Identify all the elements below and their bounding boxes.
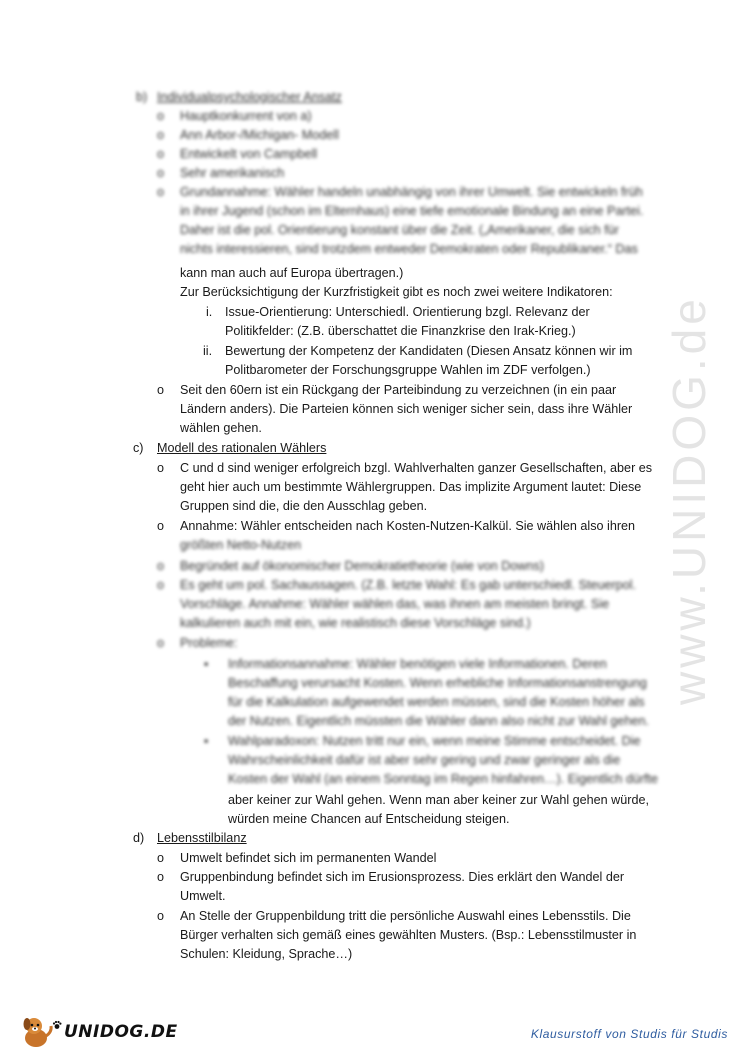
section-d-heading: Lebensstilbilanz: [157, 831, 247, 845]
paragraph-line: Begründet auf ökonomischer Demokratietheorie (wie von Downs): [180, 559, 544, 573]
paragraph-line: für die Kalkulation aufgewendet werden müssen, sind die Kosten höher als: [228, 695, 645, 709]
paragraph-line: würden meine Chancen auf Entscheidung steigen.: [228, 812, 510, 826]
bullet-marker: o: [157, 461, 165, 475]
paragraph-line: Wahrscheinlichkeit dafür ist aber sehr gering und zwar geringer als die: [228, 753, 621, 767]
dog-mascot-icon: [20, 1014, 54, 1050]
paragraph-line: Probleme:: [180, 636, 238, 650]
bullet-marker: o: [157, 166, 165, 180]
paragraph-line: der Nutzen. Eigentlich müssten die Wähler dann also nicht zur Wahl gehen.: [228, 714, 649, 728]
paragraph-line: geht hier auch um bestimmte Wählergruppen. Das implizite Argument lautet: Diese: [180, 480, 642, 494]
list-item: Sehr amerikanisch: [180, 166, 285, 180]
bullet-marker: o: [157, 851, 165, 865]
roman-marker: i.: [206, 305, 213, 319]
paragraph-line: Bewertung der Kompetenz der Kandidaten (Diesen Ansatz können wir im: [225, 344, 633, 358]
paragraph-line: kalkulieren auch mit ein, wie realistisch diese Vorschläge sind.): [180, 616, 531, 630]
bullet-marker: o: [157, 870, 165, 884]
logo-text: UNIDOG.DE: [64, 1022, 178, 1042]
list-item: Ann Arbor-/Michigan- Modell: [180, 128, 339, 142]
paragraph-line: Gruppenbindung befindet sich im Erusionsprozess. Dies erklärt den Wandel der: [180, 870, 625, 884]
paragraph-line: größten Netto-Nutzen: [180, 538, 302, 552]
paragraph-line: Grundannahme: Wähler handeln unabhängig von ihrer Umwelt. Sie entwickeln früh: [180, 185, 643, 199]
bullet-marker: o: [157, 559, 165, 573]
paragraph-line: Daher ist die pol. Orientierung konstant über die Zeit. („Amerikaner, die sich für: [180, 223, 619, 237]
paragraph-line: Bürger verhalten sich gemäß eines gewählten Musters. (Bsp.: Lebensstilmuster in: [180, 928, 637, 942]
paragraph-line: in ihrer Jugend (schon im Elternhaus) eine tiefe emotionale Bindung an eine Partei.: [180, 204, 644, 218]
paragraph-line: Kosten der Wahl (an einem Sonntag im Regen hinfahren…). Eigentlich dürfte: [228, 772, 659, 786]
paragraph-line: Es geht um pol. Sachaussagen. (Z.B. letzte Wahl: Es gab unterschiedl. Steuerpol.: [180, 578, 636, 592]
square-bullet: ▪: [204, 657, 209, 671]
section-c-heading: Modell des rationalen Wählers: [157, 441, 327, 455]
paragraph-line: Ländern anders). Die Parteien können sich weniger sicher sein, dass ihre Wähler: [180, 402, 633, 416]
roman-marker: ii.: [203, 344, 213, 358]
section-d-marker: d): [133, 831, 145, 845]
paw-icon: [52, 1020, 62, 1030]
bullet-marker: o: [157, 519, 165, 533]
bullet-marker: o: [157, 147, 165, 161]
bullet-marker: o: [157, 383, 165, 397]
square-bullet: ▪: [204, 734, 209, 748]
paragraph-line: Gruppen sind die, die den Ausschlag geben.: [180, 499, 428, 513]
paragraph-line: An Stelle der Gruppenbildung tritt die persönliche Auswahl eines Lebensstils. Die: [180, 909, 631, 923]
list-item: Hauptkonkurrent von a): [180, 109, 312, 123]
paragraph-line: Beschaffung verursacht Kosten. Wenn erhebliche Informationsanstrengung: [228, 676, 647, 690]
paragraph-line: C und d sind weniger erfolgreich bzgl. Wahlverhalten ganzer Gesellschaften, aber es: [180, 461, 653, 475]
paragraph-line: Issue-Orientierung: Unterschiedl. Orientierung bzgl. Relevanz der: [225, 305, 590, 319]
paragraph-line: Zur Berücksichtigung der Kurzfristigkeit gibt es noch zwei weitere Indikatoren:: [180, 285, 613, 299]
paragraph-line: Schulen: Kleidung, Sprache…): [180, 947, 353, 961]
list-item: Entwickelt von Campbell: [180, 147, 318, 161]
bullet-marker: o: [157, 109, 165, 123]
bullet-marker: o: [157, 185, 165, 199]
paragraph-line: Politikfelder: (Z.B. überschattet die Finanzkrise den Irak-Krieg.): [225, 324, 576, 338]
bullet-marker: o: [157, 909, 165, 923]
paragraph-line: Umwelt.: [180, 889, 226, 903]
section-b-marker: b): [136, 90, 148, 104]
watermark: www.UNIDOG.de: [663, 295, 715, 705]
paragraph-line: Annahme: Wähler entscheiden nach Kosten-Nutzen-Kalkül. Sie wählen also ihren: [180, 519, 636, 533]
footer-tagline: Klausurstoff von Studis für Studis: [530, 1027, 728, 1041]
paragraph-line: Vorschläge. Annahme: Wähler wählen das, was ihnen am meisten bringt. Sie: [180, 597, 610, 611]
paragraph-line: kann man auch auf Europa übertragen.): [180, 266, 404, 280]
footer-logo[interactable]: [20, 1012, 178, 1052]
bullet-marker: o: [157, 128, 165, 142]
paragraph-line: Informationsannahme: Wähler benötigen viele Informationen. Deren: [228, 657, 607, 671]
paragraph-line: Wahlparadoxon: Nutzen tritt nur ein, wenn meine Stimme entscheidet. Die: [228, 734, 641, 748]
section-c-marker: c): [133, 441, 144, 455]
section-b-heading: Individualpsychologischer Ansatz: [157, 90, 342, 104]
paragraph-line: Seit den 60ern ist ein Rückgang der Parteibindung zu verzeichnen (in ein paar: [180, 383, 617, 397]
paragraph-line: Umwelt befindet sich im permanenten Wandel: [180, 851, 437, 865]
paragraph-line: nichts interessieren, sind trotzdem entweder Demokraten oder Republikaner.“ Das: [180, 242, 638, 256]
bullet-marker: o: [157, 578, 165, 592]
paragraph-line: wählen gehen.: [180, 421, 262, 435]
bullet-marker: o: [157, 636, 165, 650]
paragraph-line: aber keiner zur Wahl gehen. Wenn man aber keiner zur Wahl gehen würde,: [228, 793, 649, 807]
paragraph-line: Politbarometer der Forschungsgruppe Wahlen im ZDF verfolgen.): [225, 363, 591, 377]
